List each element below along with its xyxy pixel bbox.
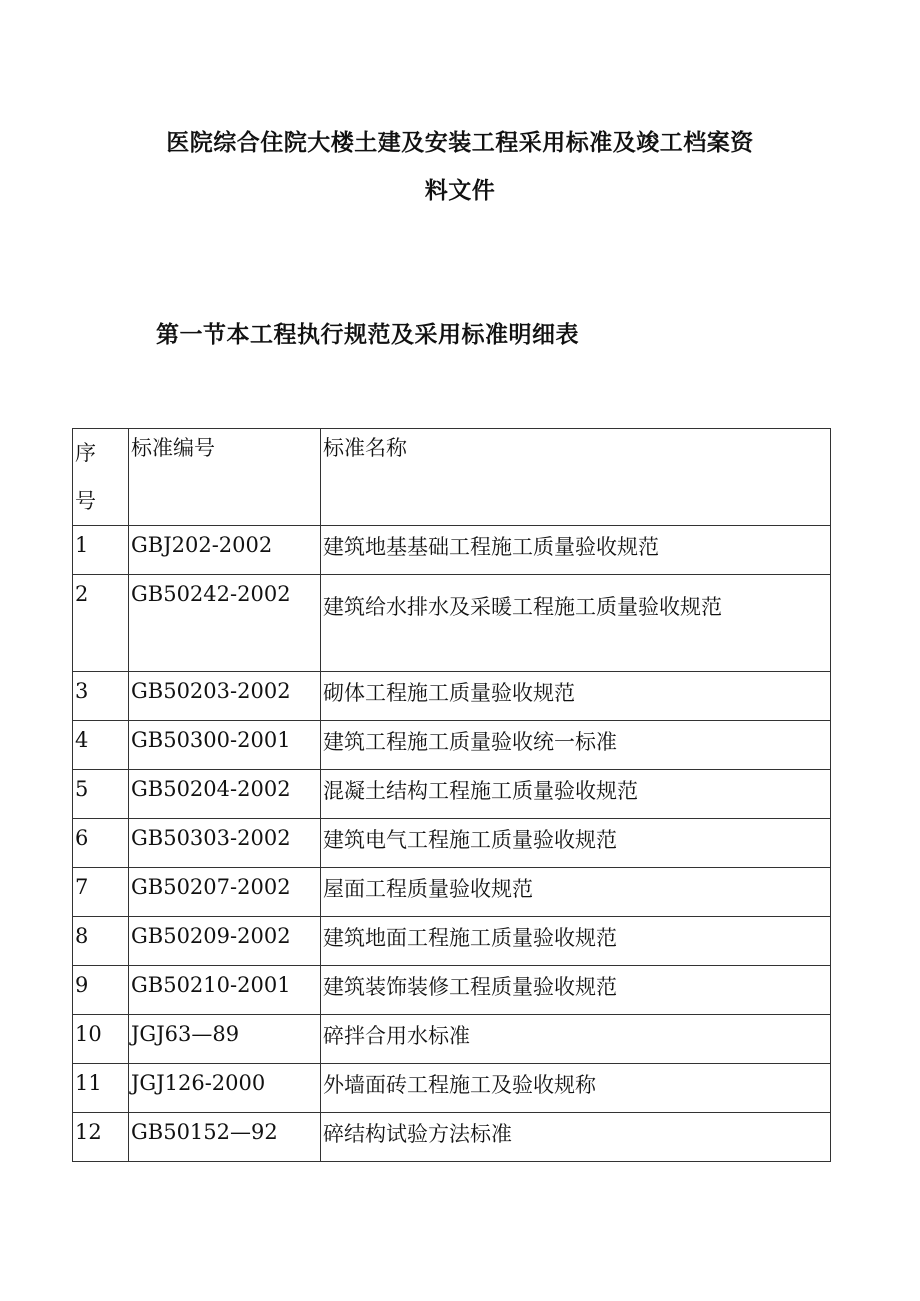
row-no: 8 — [75, 924, 89, 948]
document-title-line-2: 料文件 — [424, 178, 496, 204]
table-row — [73, 1015, 831, 1064]
table-header-row — [73, 429, 831, 526]
header-no-line-1: 序 — [75, 441, 96, 465]
row-no: 2 — [75, 582, 89, 606]
header-code-text: 标准编号 — [131, 436, 215, 460]
row-no: 5 — [75, 777, 89, 801]
row-code: GB50210-2001 — [131, 973, 291, 997]
header-code — [129, 429, 321, 526]
row-no: 6 — [75, 826, 89, 850]
table-row — [73, 819, 831, 868]
standards-table — [72, 428, 831, 1162]
row-name: 建筑地基基础工程施工质量验收规范 — [323, 535, 659, 559]
table-row — [73, 770, 831, 819]
row-code: GBJ202-2002 — [131, 533, 273, 557]
row-name: 混凝土结构工程施工质量验收规范 — [323, 779, 638, 803]
row-code: GB50242-2002 — [131, 582, 291, 606]
table-row — [73, 868, 831, 917]
header-name — [321, 429, 831, 526]
row-name: 建筑地面工程施工质量验收规范 — [323, 926, 617, 950]
document-title-line-1: 医院综合住院大楼土建及安装工程采用标准及竣工档案资 — [166, 130, 754, 156]
table-row — [73, 966, 831, 1015]
row-no: 9 — [75, 973, 89, 997]
header-no — [73, 429, 129, 526]
row-no: 11 — [75, 1071, 102, 1095]
row-name: 碎结构试验方法标准 — [323, 1122, 512, 1146]
table-row — [73, 917, 831, 966]
header-name-text: 标准名称 — [323, 436, 407, 460]
row-name: 建筑给水排水及采暖工程施工质量验收规范 — [323, 595, 722, 619]
row-code: GB50203-2002 — [131, 679, 291, 703]
row-code: GB50209-2002 — [131, 924, 291, 948]
table-row — [73, 526, 831, 575]
table-row — [73, 721, 831, 770]
row-no: 1 — [75, 533, 89, 557]
row-code: GB50300-2001 — [131, 728, 291, 752]
table-row — [73, 575, 831, 672]
row-name: 屋面工程质量验收规范 — [323, 877, 533, 901]
table-row — [73, 1064, 831, 1113]
row-no: 7 — [75, 875, 89, 899]
row-code: GB50303-2002 — [131, 826, 291, 850]
row-code: JGJ126-2000 — [131, 1071, 266, 1095]
section-heading: 第一节本工程执行规范及采用标准明细表 — [156, 322, 579, 348]
row-code: JGJ63—89 — [131, 1022, 240, 1046]
row-code: GB50204-2002 — [131, 777, 291, 801]
row-no: 4 — [75, 728, 89, 752]
row-name: 建筑电气工程施工质量验收规范 — [323, 828, 617, 852]
table-row — [73, 1113, 831, 1162]
row-name: 砌体工程施工质量验收规范 — [323, 681, 575, 705]
row-no: 10 — [75, 1022, 102, 1046]
row-code: GB50152—92 — [131, 1120, 278, 1144]
table-row — [73, 672, 831, 721]
header-no-line-2: 号 — [75, 489, 96, 513]
row-name: 外墙面砖工程施工及验收规称 — [323, 1073, 596, 1097]
row-no: 12 — [75, 1120, 102, 1144]
row-no: 3 — [75, 679, 89, 703]
row-name: 建筑工程施工质量验收统一标准 — [323, 730, 617, 754]
row-name: 碎拌合用水标准 — [323, 1024, 470, 1048]
row-name: 建筑装饰装修工程质量验收规范 — [323, 975, 617, 999]
row-code: GB50207-2002 — [131, 875, 291, 899]
